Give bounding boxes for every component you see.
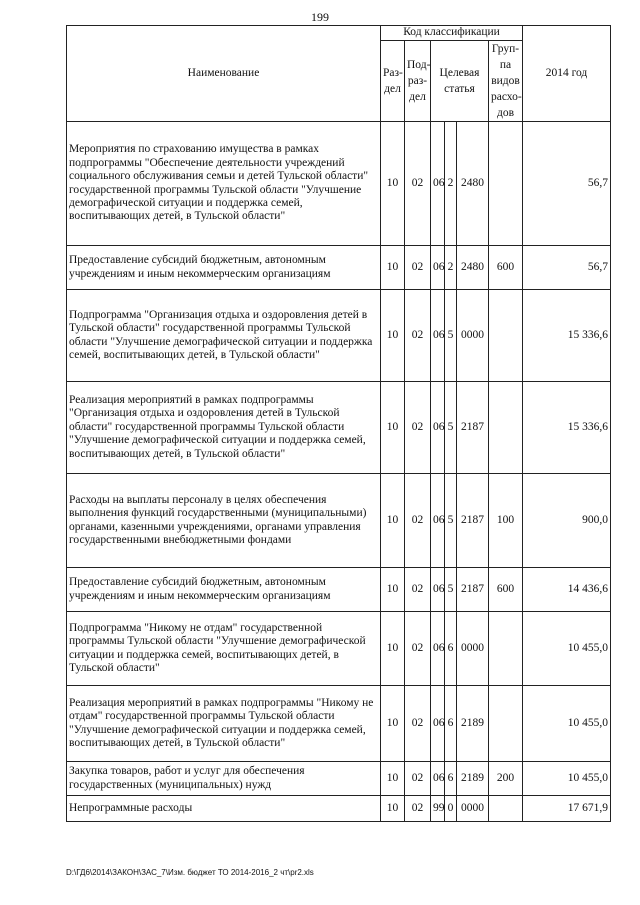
cell-vid: 600 [489, 246, 523, 290]
cell-podrazdel: 02 [405, 246, 431, 290]
cell-name: Подпрограмма "Никому не отдам" государственной программы Тульской области "Улучшение демографической ситуации и поддержка семей, воспитывающих детей, в Тульской области" [67, 612, 381, 686]
cell-cs2: 5 [445, 568, 457, 612]
cell-amount: 10 455,0 [523, 612, 611, 686]
table-row [67, 612, 611, 686]
cell-name: Закупка товаров, работ и услуг для обеспечения государственных (муниципальных) нужд [67, 762, 381, 796]
cell-cs1: 99 [431, 796, 445, 822]
cell-cs3: 2189 [457, 762, 489, 796]
cell-amount: 15 336,6 [523, 290, 611, 382]
table-row [67, 686, 611, 762]
cell-cs3: 2189 [457, 686, 489, 762]
cell-cs3: 0000 [457, 796, 489, 822]
cell-cs1: 06 [431, 382, 445, 474]
cell-razdel: 10 [381, 612, 405, 686]
cell-cs2: 5 [445, 474, 457, 568]
cell-amount: 14 436,6 [523, 568, 611, 612]
cell-vid [489, 290, 523, 382]
table-row [67, 796, 611, 822]
cell-podrazdel: 02 [405, 122, 431, 246]
cell-cs2: 2 [445, 246, 457, 290]
cell-cs3: 2187 [457, 568, 489, 612]
cell-podrazdel: 02 [405, 796, 431, 822]
cell-name: Предоставление субсидий бюджетным, автономным учреждениям и иным некоммерческим организациям [67, 568, 381, 612]
cell-amount: 10 455,0 [523, 762, 611, 796]
cell-cs3: 0000 [457, 612, 489, 686]
cell-razdel: 10 [381, 474, 405, 568]
cell-vid [489, 686, 523, 762]
cell-podrazdel: 02 [405, 686, 431, 762]
cell-cs1: 06 [431, 686, 445, 762]
cell-name: Подпрограмма "Организация отдыха и оздоровления детей в Тульской области" государственной программы Тульской области "Улучшение демографической ситуации и поддержка семей, воспитывающих детей, в Тульской области" [67, 290, 381, 382]
cell-cs1: 06 [431, 246, 445, 290]
cell-cs1: 06 [431, 568, 445, 612]
cell-podrazdel: 02 [405, 612, 431, 686]
cell-vid: 200 [489, 762, 523, 796]
cell-cs2: 6 [445, 612, 457, 686]
header-podrazdel: Под-раз-дел [405, 41, 431, 122]
cell-cs3: 2187 [457, 474, 489, 568]
cell-amount: 56,7 [523, 122, 611, 246]
cell-razdel: 10 [381, 246, 405, 290]
cell-cs3: 2187 [457, 382, 489, 474]
cell-vid [489, 122, 523, 246]
table-row [67, 568, 611, 612]
cell-podrazdel: 02 [405, 762, 431, 796]
cell-amount: 56,7 [523, 246, 611, 290]
cell-name: Непрограммные расходы [67, 796, 381, 822]
cell-amount: 17 671,9 [523, 796, 611, 822]
table-row [67, 762, 611, 796]
table-row [67, 122, 611, 246]
header-gruppa: Груп-па видов расхо-дов [489, 41, 523, 122]
page-number: 199 [311, 10, 329, 24]
cell-cs2: 2 [445, 122, 457, 246]
cell-cs2: 5 [445, 382, 457, 474]
cell-podrazdel: 02 [405, 290, 431, 382]
cell-cs1: 06 [431, 612, 445, 686]
cell-cs2: 5 [445, 290, 457, 382]
cell-razdel: 10 [381, 796, 405, 822]
header-razdel: Раз-дел [381, 41, 405, 122]
cell-name: Предоставление субсидий бюджетным, автономным учреждениям и иным некоммерческим организациям [67, 246, 381, 290]
file-path-footer: D:\ГД6\2014\ЗАКОН\ЗАС_7\Изм. бюджет ТО 2014-2016_2 чт\pr2.xls [66, 868, 314, 877]
cell-name: Реализация мероприятий в рамках подпрограммы "Никому не отдам" государственной программы Тульской области "Улучшение демографической ситуации и поддержка семей, воспитывающих детей, в Тульской области" [67, 686, 381, 762]
header-year: 2014 год [523, 26, 611, 122]
cell-razdel: 10 [381, 290, 405, 382]
cell-razdel: 10 [381, 382, 405, 474]
cell-razdel: 10 [381, 762, 405, 796]
cell-vid [489, 382, 523, 474]
cell-vid: 100 [489, 474, 523, 568]
budget-table [66, 25, 611, 822]
cell-cs2: 6 [445, 686, 457, 762]
cell-amount: 10 455,0 [523, 686, 611, 762]
cell-name: Реализация мероприятий в рамках подпрограммы "Организация отдыха и оздоровления детей в Тульской области" государственной программы Тульской области "Улучшение демографической ситуации и поддержка семей, воспитывающих детей, в Тульской области" [67, 382, 381, 474]
cell-cs1: 06 [431, 122, 445, 246]
table-row [67, 474, 611, 568]
cell-razdel: 10 [381, 568, 405, 612]
header-name: Наименование [67, 26, 381, 122]
cell-amount: 900,0 [523, 474, 611, 568]
cell-amount: 15 336,6 [523, 382, 611, 474]
header-code: Код классификации [381, 26, 523, 41]
cell-cs2: 6 [445, 762, 457, 796]
cell-cs1: 06 [431, 762, 445, 796]
cell-podrazdel: 02 [405, 474, 431, 568]
cell-cs3: 2480 [457, 122, 489, 246]
table-row [67, 290, 611, 382]
cell-podrazdel: 02 [405, 568, 431, 612]
table-body [67, 122, 611, 822]
cell-cs3: 2480 [457, 246, 489, 290]
cell-cs1: 06 [431, 290, 445, 382]
cell-razdel: 10 [381, 122, 405, 246]
cell-podrazdel: 02 [405, 382, 431, 474]
cell-vid [489, 612, 523, 686]
cell-name: Мероприятия по страхованию имущества в рамках подпрограммы "Обеспечение деятельности учреждений социального обслуживания семьи и детей Тульской области" государственной программы Тульской области "Улучшение демографической ситуации и поддержка семей, воспитывающих детей, в Тульской области" [67, 122, 381, 246]
cell-cs1: 06 [431, 474, 445, 568]
cell-cs3: 0000 [457, 290, 489, 382]
cell-name: Расходы на выплаты персоналу в целях обеспечения выполнения функций государственными (муниципальными) органами, казенными учреждениями, органами управления государственными внебюджетными фондами [67, 474, 381, 568]
table-row [67, 382, 611, 474]
cell-cs2: 0 [445, 796, 457, 822]
header-celevaya: Целевая статья [431, 41, 489, 122]
cell-razdel: 10 [381, 686, 405, 762]
table-row [67, 246, 611, 290]
cell-vid [489, 796, 523, 822]
cell-vid: 600 [489, 568, 523, 612]
